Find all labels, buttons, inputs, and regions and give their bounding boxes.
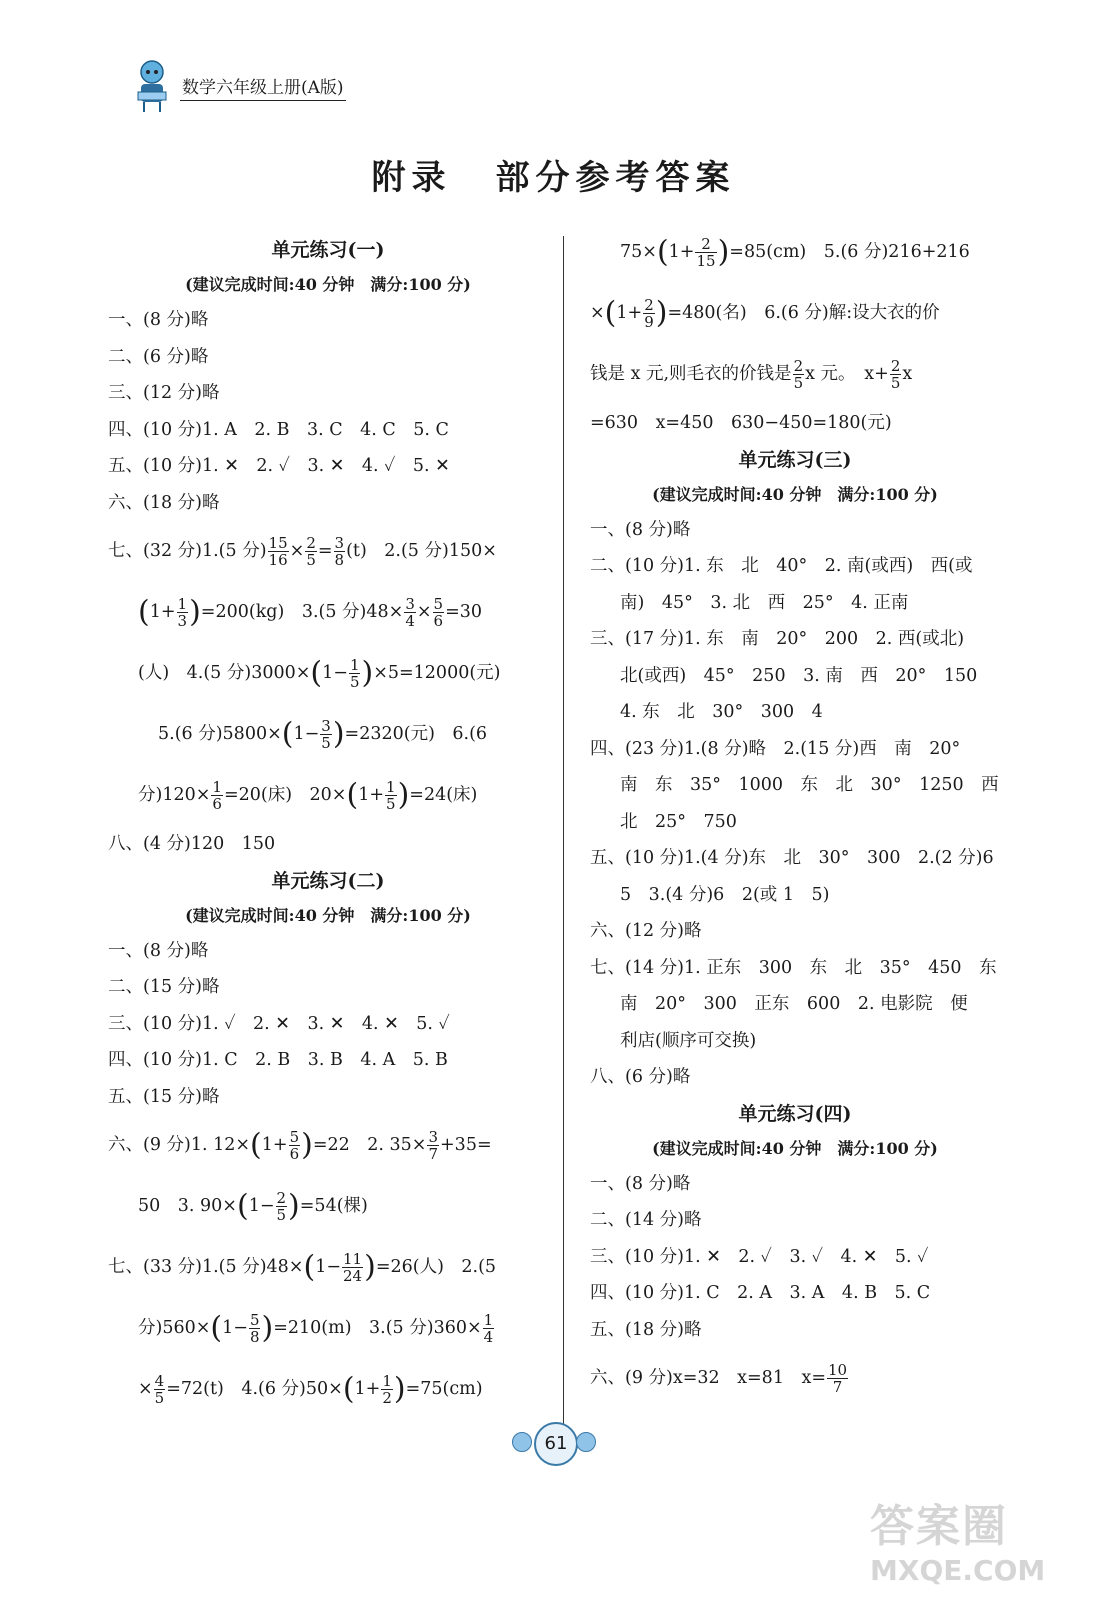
numerator: 2	[276, 1189, 287, 1207]
numerator: 2	[890, 357, 901, 375]
denominator: 5	[306, 551, 316, 569]
denominator: 9	[644, 313, 654, 331]
answer-line: 二、(10 分)1. 东 北 40° 2. 南(或西) 西(或	[590, 556, 973, 576]
numerator: 3	[405, 595, 415, 613]
bubble-left-icon	[512, 1432, 532, 1452]
fraction	[249, 1312, 261, 1345]
answer-line: 南 东 35° 1000 东 北 30° 1250 西	[620, 775, 999, 795]
page-header	[132, 58, 346, 114]
denominator: 7	[832, 1378, 843, 1396]
denominator: 24	[343, 1267, 363, 1285]
fraction	[404, 596, 416, 629]
answer-line: =630 x=450 630−450=180(元)	[590, 413, 892, 433]
denominator: 5	[154, 1389, 165, 1407]
fraction	[483, 1312, 495, 1345]
answer-line: 北(或西) 45° 250 3. 南 西 20° 150	[620, 665, 978, 686]
right-column	[590, 222, 1000, 1409]
denominator: 5	[321, 734, 331, 752]
fraction	[695, 236, 716, 269]
fraction	[276, 1190, 288, 1223]
answer-line: 八、(6 分)略	[590, 1067, 691, 1087]
denominator: 5	[349, 673, 360, 691]
answer-line: 5 3.(4 分)6 2(或 1 5)	[620, 884, 830, 905]
answer-line: 一、(8 分)略	[590, 519, 691, 540]
numerator: 1	[349, 656, 360, 674]
numerator: 1	[382, 1372, 392, 1390]
numerator: 11	[343, 1250, 363, 1268]
denominator: 6	[433, 612, 444, 630]
denominator: 15	[696, 252, 716, 270]
answer-line: 75×(1+ $\frac{2}{15}$ )=85(cm) 5.(6 分)216+216	[620, 234, 970, 270]
section-subtitle: (建议完成时间:40 分钟 满分:100 分)	[185, 275, 471, 294]
watermark-url: MXQE.COM	[870, 1554, 1046, 1587]
denominator: 4	[405, 612, 415, 630]
answer-line: (1+ $\frac{1}{3}$ )=200(kg) 3.(5 分)48× $\frac{3}{4}$ × $\frac{5}{6}$ =30	[138, 594, 483, 630]
answer-line: 七、(32 分)1.(5 分) $\frac{15}{16}$ × $\frac{2}{5}$ = $\frac{3}{8}$ (t) 2.(5 分)150×	[108, 534, 497, 569]
section-title: 单元练习(一)	[271, 239, 385, 261]
numerator: 2	[793, 357, 804, 375]
numerator: 10	[828, 1361, 848, 1379]
answer-line: 5.(6 分)5800×(1− $\frac{3}{5}$ )=2320(元) 6.(6	[158, 716, 488, 752]
numerator: 5	[249, 1311, 260, 1329]
answer-line: 50 3. 90×(1− $\frac{2}{5}$ )=54(棵)	[138, 1188, 368, 1224]
answer-line: 四、(10 分)1. C 2. A 3. A 4. B 5. C	[590, 1283, 931, 1303]
answer-line: (人) 4.(5 分)3000×(1− $\frac{1}{5}$ )×5=12000(元)	[138, 655, 501, 691]
mascot-icon	[132, 58, 172, 114]
denominator: 2	[382, 1389, 392, 1407]
section-title: 单元练习(二)	[271, 869, 385, 892]
answer-line: 南) 45° 3. 北 西 25° 4. 正南	[620, 592, 909, 613]
numerator: 1	[177, 595, 188, 613]
answer-line: 分)560×(1− $\frac{5}{8}$ )=210(m) 3.(5 分)360× $\frac{1}{4}$	[138, 1310, 494, 1346]
page-number: 61	[534, 1422, 578, 1466]
section-subtitle: (建议完成时间:40 分钟 满分:100 分)	[652, 1138, 938, 1158]
denominator: 16	[268, 551, 288, 569]
fraction	[334, 535, 346, 568]
fraction	[381, 1373, 393, 1406]
denominator: 8	[334, 551, 345, 569]
numerator: 5	[433, 595, 444, 613]
answer-line: 五、(18 分)略	[590, 1319, 702, 1340]
numerator: 2	[644, 296, 654, 314]
answer-line: 四、(10 分)1. C 2. B 3. B 4. A 5. B	[108, 1050, 448, 1070]
numerator: 5	[289, 1128, 300, 1146]
answer-line: 七、(33 分)1.(5 分)48×(1− $\frac{11}{24}$ )=26(人) 2.(5	[108, 1249, 497, 1285]
answer-line: 分)120× $\frac{1}{6}$ =20(床) 20×(1+ $\frac{1}{5}$ )=24(床)	[138, 777, 478, 813]
column-divider	[563, 236, 564, 1424]
denominator: 8	[249, 1328, 260, 1346]
fraction	[320, 718, 332, 751]
answer-line: 南 20° 300 正东 600 2. 电影院 便	[620, 994, 968, 1014]
fraction	[890, 358, 902, 391]
answer-line: 4. 东 北 30° 300 4	[620, 702, 823, 722]
answer-line: 五、(10 分)1. ✕ 2. ✓ 3. ✕ 4. ✓ 5. ✕	[108, 456, 450, 476]
answer-line: 四、(23 分)1.(8 分)略 2.(15 分)西 南 20°	[590, 738, 961, 759]
answer-line: 五、(15 分)略	[108, 1086, 220, 1107]
numerator: 3	[428, 1128, 439, 1146]
fraction	[177, 596, 189, 629]
fraction	[268, 535, 289, 568]
answer-line: 北 25° 750	[620, 811, 737, 832]
answer-line: 五、(10 分)1.(4 分)东 北 30° 300 2.(2 分)6	[590, 848, 994, 868]
answer-line: 三、(17 分)1. 东 南 20° 200 2. 西(或北)	[590, 629, 965, 649]
answer-line: 六、(12 分)略	[590, 921, 702, 941]
section-title: 单元练习(三)	[738, 448, 852, 471]
numerator: 3	[334, 534, 345, 552]
fraction	[427, 1129, 439, 1162]
section-subtitle: (建议完成时间:40 分钟 满分:100 分)	[652, 484, 938, 504]
fraction	[385, 779, 397, 812]
fraction	[793, 358, 805, 391]
numerator: 2	[695, 236, 716, 253]
fraction	[342, 1251, 363, 1284]
answer-line: 八、(4 分)120 150	[108, 834, 276, 854]
answer-line: 一、(8 分)略	[108, 940, 209, 961]
answer-line: ×(1+ $\frac{2}{9}$ )=480(名) 6.(6 分)解:设大衣的价	[590, 295, 940, 331]
left-column	[108, 232, 548, 1420]
denominator: 5	[276, 1206, 287, 1224]
denominator: 3	[177, 612, 188, 630]
denominator: 5	[386, 795, 396, 813]
denominator: 4	[483, 1328, 494, 1346]
page-title: 附录 部分参考答案	[371, 158, 736, 198]
bubble-right-icon	[576, 1432, 596, 1452]
denominator: 6	[212, 795, 222, 813]
answer-line: 三、(12 分)略	[108, 383, 220, 403]
numerator: 1	[212, 778, 222, 796]
fraction	[289, 1129, 301, 1162]
fraction	[827, 1362, 848, 1395]
answer-line: 三、(10 分)1. ✕ 2. ✓ 3. ✓ 4. ✕ 5. ✓	[590, 1246, 929, 1267]
numerator: 1	[386, 778, 396, 796]
section-subtitle: (建议完成时间:40 分钟 满分:100 分)	[185, 905, 471, 925]
fraction	[211, 779, 223, 812]
fraction	[643, 297, 655, 330]
answer-line: 六、(9 分)x=32 x=81 x= $\frac{10}{7}$	[590, 1361, 848, 1396]
answer-line: 三、(10 分)1. ✓ 2. ✕ 3. ✕ 4. ✕ 5. ✓	[108, 1013, 450, 1034]
book-title: 数学六年级上册(A版)	[180, 71, 346, 101]
denominator: 5	[890, 374, 901, 392]
numerator: 4	[154, 1372, 165, 1390]
denominator: 7	[428, 1145, 439, 1163]
denominator: 5	[793, 374, 804, 392]
answer-line: × $\frac{4}{5}$ =72(t) 4.(6 分)50×(1+ $\frac{1}{2}$ )=75(cm)	[138, 1371, 483, 1407]
answer-line: 二、(15 分)略	[108, 977, 220, 997]
fraction	[305, 535, 317, 568]
answer-line: 钱是 x 元,则毛衣的价钱是 $\frac{2}{5}$ x 元。 x+ $\frac{2}{5}$ x	[590, 357, 913, 392]
answer-line: 利店(顺序可交换)	[620, 1030, 757, 1051]
fraction	[154, 1373, 166, 1406]
numerator: 3	[321, 717, 331, 735]
watermark	[870, 1490, 1095, 1590]
numerator: 1	[483, 1311, 494, 1329]
section-title: 单元练习(四)	[738, 1102, 852, 1125]
fraction	[349, 657, 361, 690]
answer-line: 二、(14 分)略	[590, 1210, 702, 1230]
page-number-badge	[512, 1420, 596, 1466]
answer-line: 六、(18 分)略	[108, 492, 220, 513]
answer-line: 二、(6 分)略	[108, 346, 209, 367]
answer-line: 六、(9 分)1. 12×(1+ $\frac{5}{6}$ )=22 2. 35× $\frac{3}{7}$ +35=	[108, 1127, 492, 1163]
answer-line: 七、(14 分)1. 正东 300 东 北 35° 450 东	[590, 957, 997, 978]
answer-line: 四、(10 分)1. A 2. B 3. C 4. C 5. C	[108, 419, 449, 440]
answer-line: 一、(8 分)略	[590, 1173, 691, 1194]
watermark-text: 答案圈	[870, 1501, 1008, 1552]
numerator: 15	[268, 534, 288, 552]
numerator: 2	[306, 534, 316, 552]
fraction	[433, 596, 445, 629]
answer-line: 一、(8 分)略	[108, 310, 209, 330]
denominator: 6	[289, 1145, 300, 1163]
